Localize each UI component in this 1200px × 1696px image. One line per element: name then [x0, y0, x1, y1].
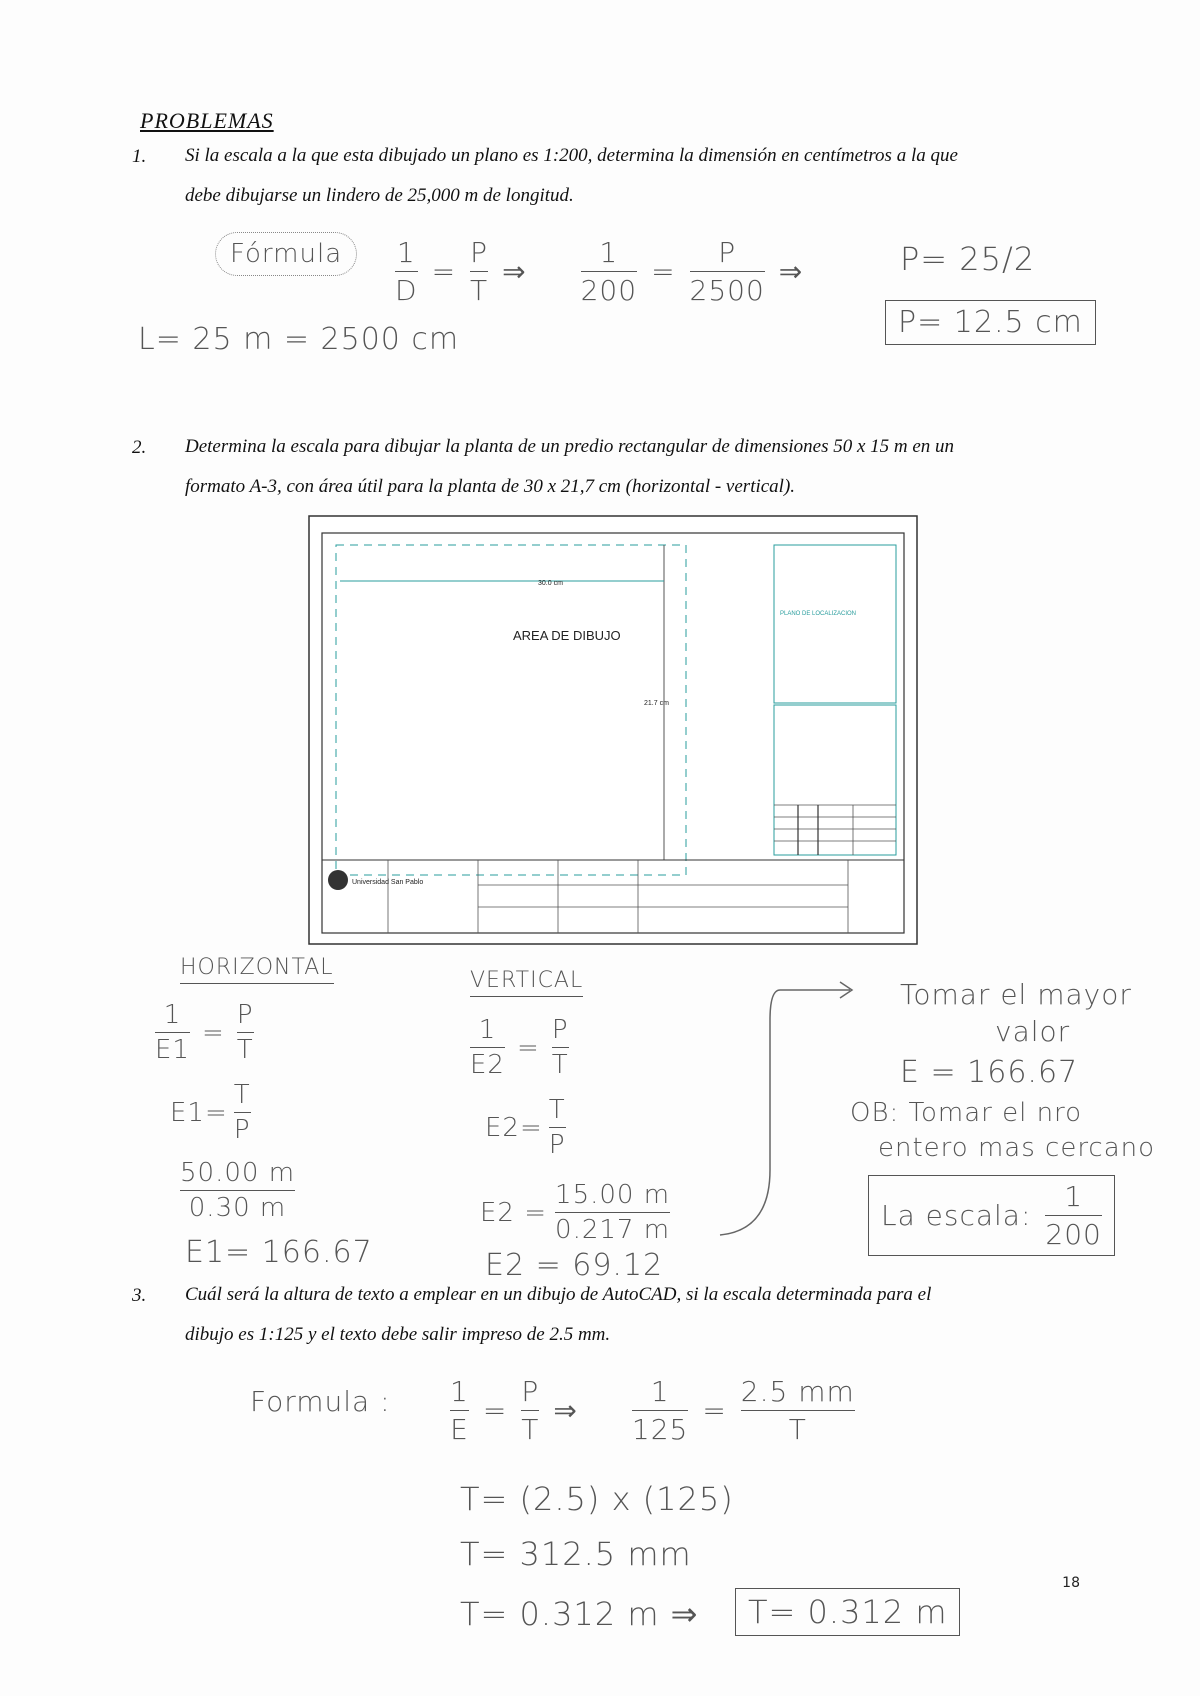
sol2-v-values: E2 = $\frac{15.00 m}{0.217 m}$	[480, 1180, 671, 1245]
sol1-p-line: P= 25/2	[900, 240, 1036, 278]
sol2-obs-line-2: entero mas cercano	[878, 1133, 1156, 1163]
sol2-vertical-label: VERTICAL	[470, 968, 583, 997]
sol1-l-line: L= 25 m = 2500 cm	[138, 322, 460, 357]
sol2-horizontal-label: HORIZONTAL	[180, 955, 334, 984]
horizontal-dimension-label: 30.0 cm	[538, 580, 563, 587]
sol2-obs-line-1: OB: Tomar el nro	[850, 1098, 1083, 1128]
problem-1-line-2: debe dibujarse un lindero de 25,000 m de longitud.	[185, 185, 574, 206]
sol2-note-line-1: Tomar el mayor	[900, 978, 1132, 1011]
problem-2-line-2: formato A-3, con área útil para la planta de 30 x 21,7 cm (horizontal - vertical).	[185, 476, 796, 497]
sol1-formula: $\frac{1}{D}$ = $\frac{P}{T}$ ⇒ $\frac{1}{200}$ = $\frac{P}{2500}$ ⇒	[395, 236, 804, 307]
sol2-scale-result: La escala: $\frac{1}{200}$	[868, 1175, 1115, 1256]
page-number: 18	[1062, 1575, 1080, 1591]
vertical-dimension-label: 21.7 cm	[644, 700, 669, 707]
plano-localizacion-label: PLANO DE LOCALIZACION	[780, 611, 857, 617]
problem-1-line-1: Si la escala a la que esta dibujado un plano es 1:200, determina la dimensión en centímetros a la que	[185, 145, 958, 166]
sol2-v-e-formula: E2= $\frac{T}{P}$	[485, 1095, 566, 1160]
problem-2-text	[185, 427, 1115, 507]
problem-3-text	[185, 1275, 1115, 1355]
area-de-dibujo-label: AREA DE DIBUJO	[513, 628, 621, 643]
sol2-h-formula: $\frac{1}{E1}$ = $\frac{P}{T}$	[155, 1000, 254, 1065]
institution-name: Universidad San Pablo	[352, 879, 424, 886]
sol3-line-2: T= 312.5 mm	[460, 1535, 692, 1573]
sol3-formula-label: Formula :	[250, 1385, 391, 1418]
sol2-v-formula: $\frac{1}{E2}$ = $\frac{P}{T}$	[470, 1015, 569, 1080]
problem-1-number: 1.	[132, 146, 147, 167]
sol2-note-line-2: valor	[995, 1015, 1071, 1048]
sol2-e-value: E = 166.67	[900, 1055, 1079, 1090]
section-title: PROBLEMAS	[140, 108, 274, 133]
sol2-h-e-formula: E1= $\frac{T}{P}$	[170, 1080, 251, 1145]
sol1-p-result: P= 12.5 cm	[885, 300, 1096, 345]
sol3-result: T= 0.312 m	[735, 1588, 960, 1636]
institution-logo	[328, 870, 348, 890]
problem-3-line-2: dibujo es 1:125 y el texto debe salir impreso de 2.5 mm.	[185, 1324, 611, 1345]
sol3-line-1: T= (2.5) x (125)	[460, 1480, 734, 1518]
sol2-v-result: E2 = 69.12	[485, 1248, 664, 1283]
sol2-h-values: $\frac{50.00 m}{0.30 m}$	[180, 1158, 296, 1223]
problem-2-number: 2.	[132, 437, 147, 458]
problem-3-line-1: Cuál será la altura de texto a emplear en un dibujo de AutoCAD, si la escala determinada para el	[185, 1284, 932, 1305]
sol3-line-3: T= 0.312 m ⇒	[460, 1595, 699, 1633]
problem-2-line-1: Determina la escala para dibujar la planta de un predio rectangular de dimensiones 50 x 15 m en un	[185, 436, 955, 457]
sol1-formula-label: Fórmula	[215, 232, 357, 276]
problem-3-number: 3.	[132, 1285, 147, 1306]
problem-1-text	[185, 136, 1115, 216]
sol3-formula: $\frac{1}{E}$ = $\frac{P}{T}$ ⇒ $\frac{1}{125}$ = $\frac{2.5 mm}{T}$	[450, 1375, 855, 1446]
a3-format-drawing	[308, 515, 918, 945]
sol2-h-result: E1= 166.67	[185, 1235, 373, 1270]
